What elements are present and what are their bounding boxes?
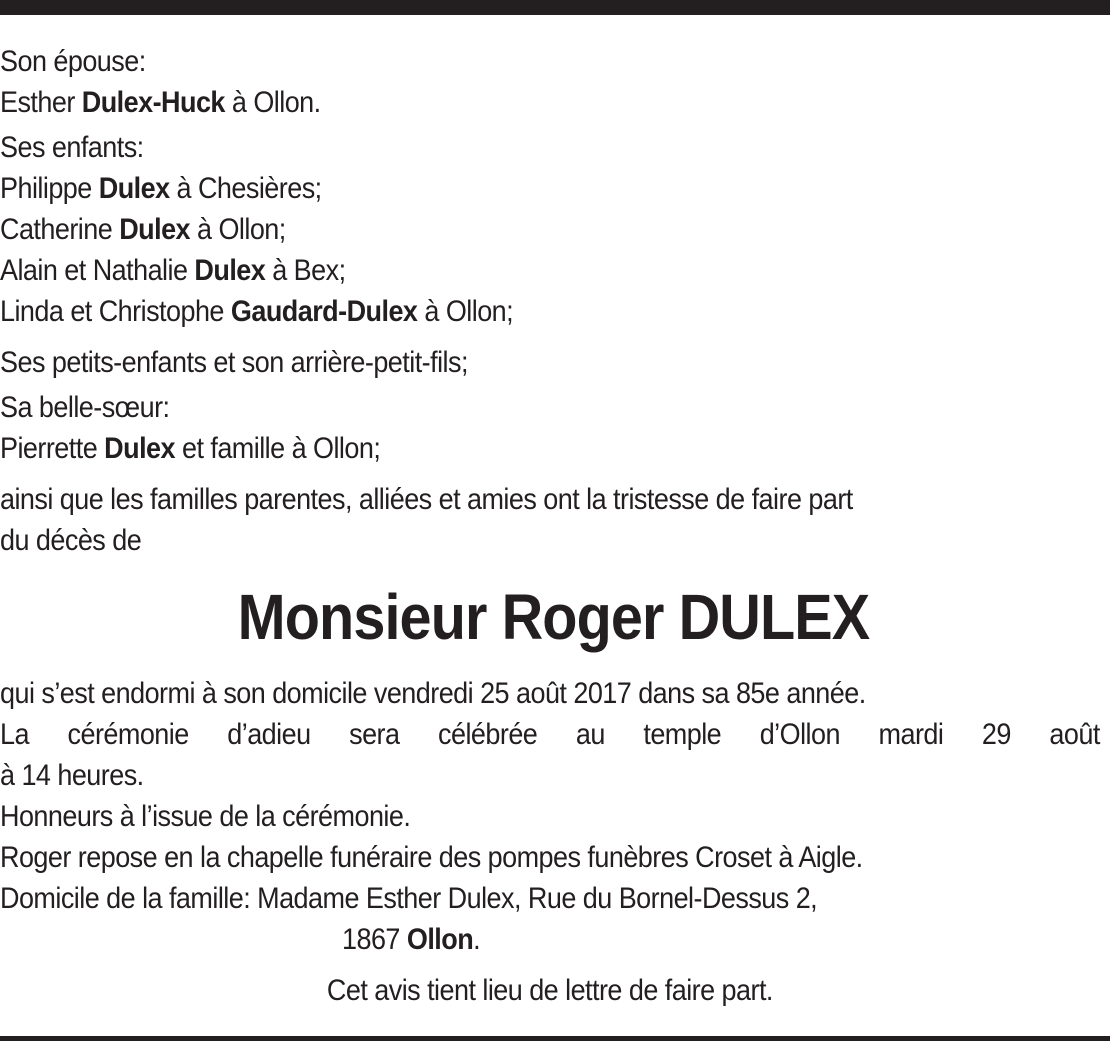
child-place: à Chesières; xyxy=(176,172,322,205)
child-last-name: Gaudard-Dulex xyxy=(230,295,418,328)
honours-line: Honneurs à l’issue de la cérémonie. xyxy=(0,800,411,833)
family-address-city-line xyxy=(0,919,1107,960)
grandchildren-line: Ses petits-enfants et son arrière-petit-fils; xyxy=(0,346,468,379)
ceremony-time: à 14 heures. xyxy=(0,759,144,792)
family-address-line: Domicile de la famille: Madame Esther Dulex, Rue du Bornel-Dessus 2, xyxy=(0,882,818,915)
rest-place-line: Roger repose en la chapelle funéraire des pompes funèbres Croset à Aigle. xyxy=(0,841,863,874)
spouse-place: à Ollon. xyxy=(231,86,321,119)
child-place: à Ollon; xyxy=(197,213,286,246)
sister-in-law-line xyxy=(0,428,1107,469)
sister-in-law-place: et famille à Ollon; xyxy=(181,432,381,465)
death-line: qui s’est endormi à son domicile vendredi 25 août 2017 dans sa 85e année. xyxy=(0,677,866,710)
spouse-heading: Son épouse: xyxy=(0,45,146,78)
sister-in-law-heading: Sa belle-sœur: xyxy=(0,391,170,424)
child-last-name: Dulex xyxy=(194,254,266,287)
deceased-name: Monsieur Roger DULEX xyxy=(237,581,870,653)
child-line xyxy=(0,209,1107,250)
child-first-name: Alain et Nathalie xyxy=(0,254,188,287)
children-heading: Ses enfants: xyxy=(0,131,144,164)
obituary-notice xyxy=(0,41,1107,1011)
child-first-name: Linda et Christophe xyxy=(0,295,224,328)
sister-in-law-last-name: Dulex xyxy=(104,432,175,465)
child-last-name: Dulex xyxy=(119,213,191,246)
ceremony-line: La cérémonie d’adieu sera célébrée au temple d’Ollon mardi 29 août xyxy=(0,718,1100,751)
child-line xyxy=(0,168,1107,209)
address-postcode: 1867 xyxy=(342,923,400,956)
closing-line: Cet avis tient lieu de lettre de faire part. xyxy=(326,974,773,1007)
address-city: Ollon xyxy=(406,923,474,956)
child-line xyxy=(0,291,1107,332)
child-place: à Ollon; xyxy=(424,295,514,328)
spouse-last-name: Dulex-Huck xyxy=(81,86,225,119)
spouse-first-name: Esther xyxy=(0,86,75,119)
child-place: à Bex; xyxy=(272,254,346,287)
child-line xyxy=(0,250,1107,291)
sister-in-law-first-name: Pierrette xyxy=(0,432,98,465)
top-rule xyxy=(0,0,1110,15)
families-line: ainsi que les familles parentes, alliées et amies ont la tristesse de faire part xyxy=(0,483,853,516)
bottom-rule xyxy=(0,1036,1110,1041)
child-last-name: Dulex xyxy=(98,172,170,205)
child-first-name: Catherine xyxy=(0,213,113,246)
spouse-line xyxy=(0,82,1107,123)
address-end: . xyxy=(473,923,481,956)
families-line-cont: du décès de xyxy=(0,524,142,557)
child-first-name: Philippe xyxy=(0,172,92,205)
